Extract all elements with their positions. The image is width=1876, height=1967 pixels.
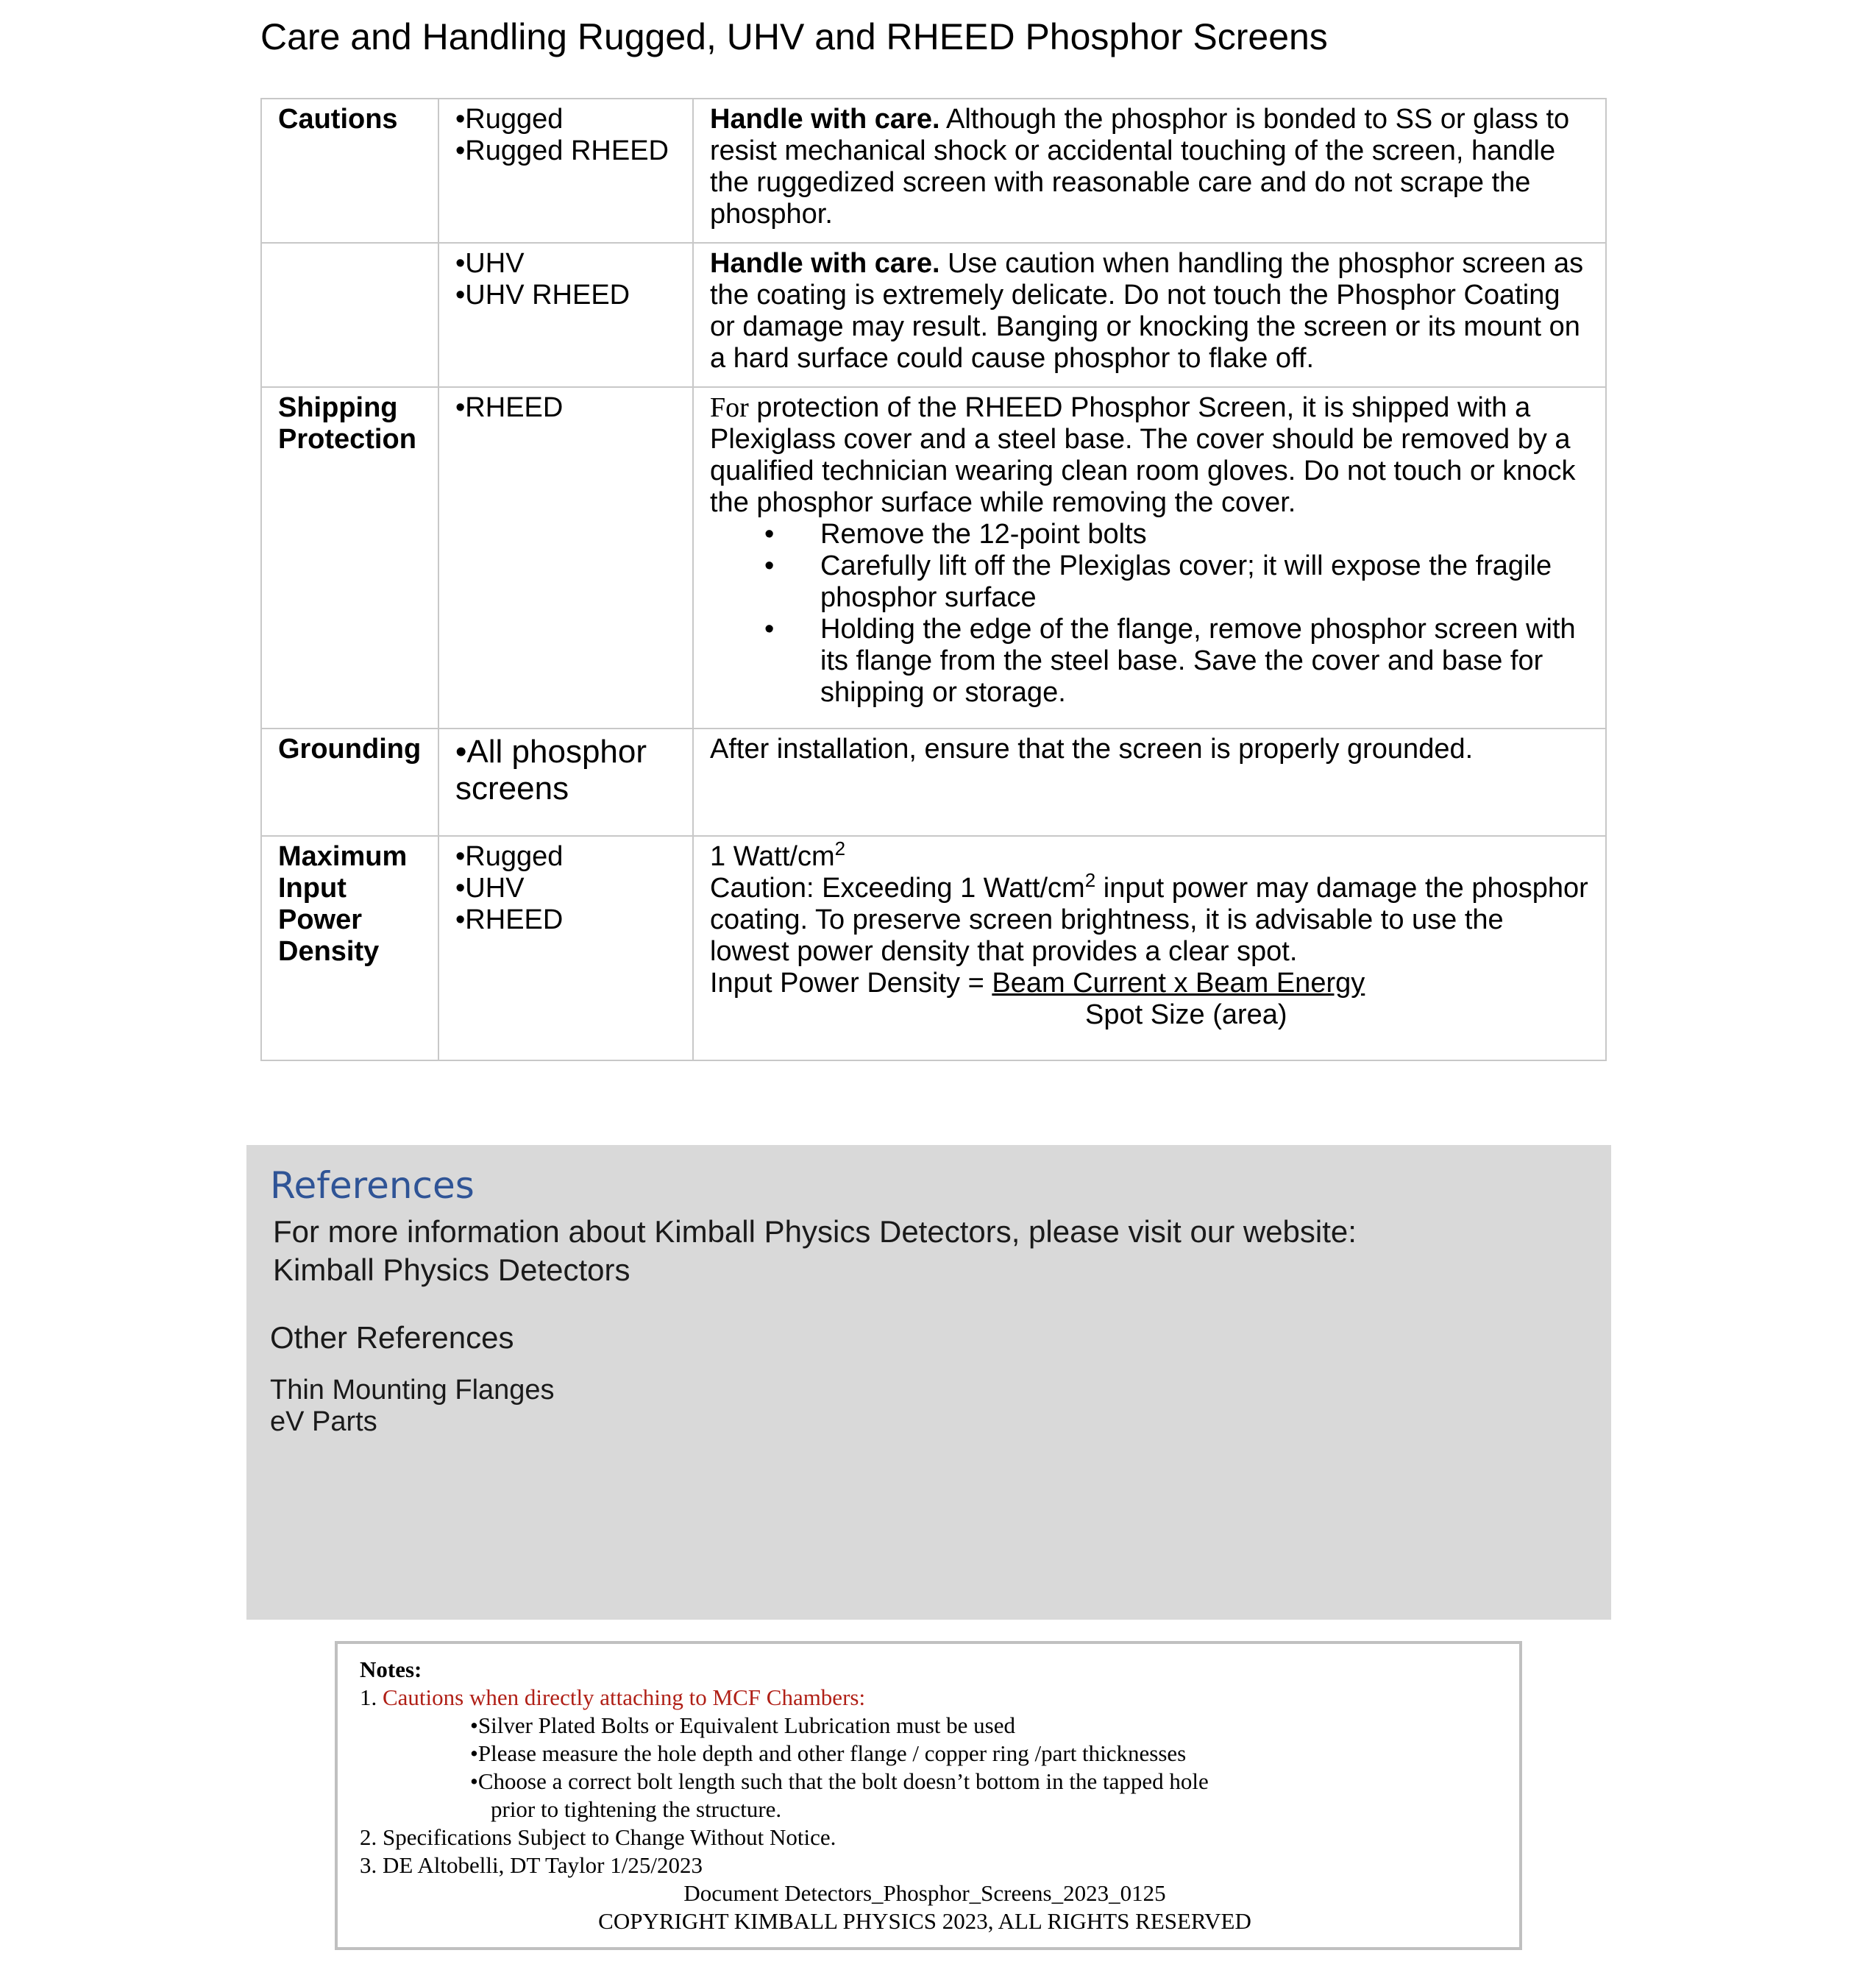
formula-lhs: Input Power Density = — [710, 968, 992, 999]
label-line: Maximum — [278, 841, 408, 872]
power-caution — [710, 869, 1589, 968]
references-panel — [246, 1145, 1611, 1620]
formula — [710, 968, 1589, 999]
label-line: Power — [278, 904, 363, 935]
formula-denominator: Spot Size (area) — [1085, 999, 1287, 1030]
body-text: Use caution when handling the phosphor screen as the coating is extremely delicate. Do not touch the Phosphor Coating or damage may result. Banging or knocking the screen or its mount on a hard surface could cause phosphor to flake off. — [710, 248, 1584, 374]
screen-types: •All phosphor screens — [438, 729, 693, 836]
screen-type: •Rugged — [455, 841, 564, 872]
power-value — [710, 837, 1589, 873]
document-id: Document Detectors_Phosphor_Screens_2023_0125 — [683, 1880, 1166, 1906]
note-3: 3. DE Altobelli, DT Taylor 1/25/2023 — [360, 1852, 703, 1878]
list-item: • Holding the edge of the flange, remove phosphor screen with its flange from the steel base. Save the cover and base for shipping or storage. — [710, 614, 1589, 709]
table-row — [261, 243, 1606, 387]
other-references-list — [270, 1375, 555, 1438]
table-row — [261, 729, 1606, 836]
screen-type: •Rugged — [455, 104, 564, 135]
notes-box — [335, 1641, 1522, 1950]
emphasis: Handle with care. — [710, 104, 940, 135]
table-row — [261, 836, 1606, 1060]
superscript: 2 — [1084, 869, 1096, 891]
screen-types — [438, 836, 693, 1060]
screen-types — [438, 99, 693, 243]
note-item-continued: prior to tightening the structure. — [491, 1796, 782, 1822]
removal-steps — [710, 519, 1589, 709]
table-row — [261, 387, 1606, 729]
notes-content — [360, 1656, 1504, 1935]
note-item: •Choose a correct bolt length such that the bolt doesn’t bottom in the tapped hole — [470, 1768, 1209, 1794]
caution-text: Caution: Exceeding 1 Watt/cm — [710, 873, 1085, 904]
label-line: Protection — [278, 424, 416, 455]
screen-types — [438, 243, 693, 387]
other-references-title: Other References — [270, 1320, 514, 1355]
note-caution: Cautions when directly attaching to MCF Chambers: — [383, 1684, 866, 1710]
grounding-text: After installation, ensure that the screen is properly grounded. — [693, 729, 1606, 836]
caution-text: input power may damage the phosphor coating. To preserve screen brightness, it is advisable to use the lowest power density that provides a clear spot. — [710, 873, 1588, 967]
row-label-shipping — [261, 387, 438, 729]
formula-numerator: Beam Current x Beam Energy — [992, 968, 1365, 999]
references-info — [273, 1213, 1357, 1289]
label-line: Input — [278, 873, 347, 904]
screen-type: •Rugged RHEED — [455, 135, 669, 166]
screen-type: •RHEED — [455, 392, 564, 423]
value-text: 1 Watt/cm — [710, 841, 835, 872]
shipping-text — [693, 387, 1606, 729]
note-1 — [360, 1684, 1504, 1712]
row-label-cautions: Cautions — [261, 99, 438, 243]
screen-type: •UHV — [455, 873, 525, 904]
note-item: •Silver Plated Bolts or Equivalent Lubrication must be used — [470, 1712, 1015, 1738]
screen-type: •UHV RHEED — [455, 280, 630, 311]
screen-type: •RHEED — [455, 904, 564, 935]
references-title: References — [270, 1164, 475, 1207]
detectors-link[interactable]: Kimball Physics Detectors — [273, 1252, 630, 1287]
caution-text — [693, 99, 1606, 243]
body-text: protection of the RHEED Phosphor Screen, it is shipped with a Plexiglass cover and a steel base. The cover should be removed by a qualified technician wearing clean room gloves. Do not touch or knock the phosphor surface while removing the cover. — [710, 392, 1576, 518]
note-2: 2. Specifications Subject to Change Without Notice. — [360, 1824, 836, 1850]
row-label-grounding: Grounding — [261, 729, 438, 836]
note-number: 1. — [360, 1684, 383, 1710]
page-title: Care and Handling Rugged, UHV and RHEED Phosphor Screens — [260, 16, 1328, 57]
lead-word: For — [710, 392, 749, 423]
screen-type: •UHV — [455, 248, 525, 279]
list-item: • Remove the 12-point bolts — [710, 519, 1589, 550]
caution-text — [693, 243, 1606, 387]
superscript: 2 — [834, 837, 846, 860]
notes-heading: Notes: — [360, 1656, 422, 1682]
list-item: • Carefully lift off the Plexiglas cover; it will expose the fragile phosphor surface — [710, 550, 1589, 614]
row-label-empty — [261, 243, 438, 387]
label-line: Density — [278, 936, 380, 967]
copyright: COPYRIGHT KIMBALL PHYSICS 2023, ALL RIGHTS RESERVED — [598, 1908, 1251, 1934]
table-row — [261, 99, 1606, 243]
power-text — [693, 836, 1606, 1060]
thin-mounting-flanges-link[interactable]: Thin Mounting Flanges — [270, 1375, 555, 1406]
body-text: Although the phosphor is bonded to SS or glass to resist mechanical shock or accidental touching of the screen, handle the ruggedized screen with reasonable care and do not scrape the phosphor. — [710, 104, 1570, 230]
screen-types — [438, 387, 693, 729]
care-table — [260, 98, 1607, 1061]
ev-parts-link[interactable]: eV Parts — [270, 1406, 377, 1437]
emphasis: Handle with care. — [710, 248, 940, 279]
note-item: •Please measure the hole depth and other flange / copper ring /part thicknesses — [470, 1740, 1187, 1766]
row-label-power — [261, 836, 438, 1060]
label-line: Shipping — [278, 392, 398, 423]
info-text: For more information about Kimball Physics Detectors, please visit our website: — [273, 1214, 1357, 1249]
